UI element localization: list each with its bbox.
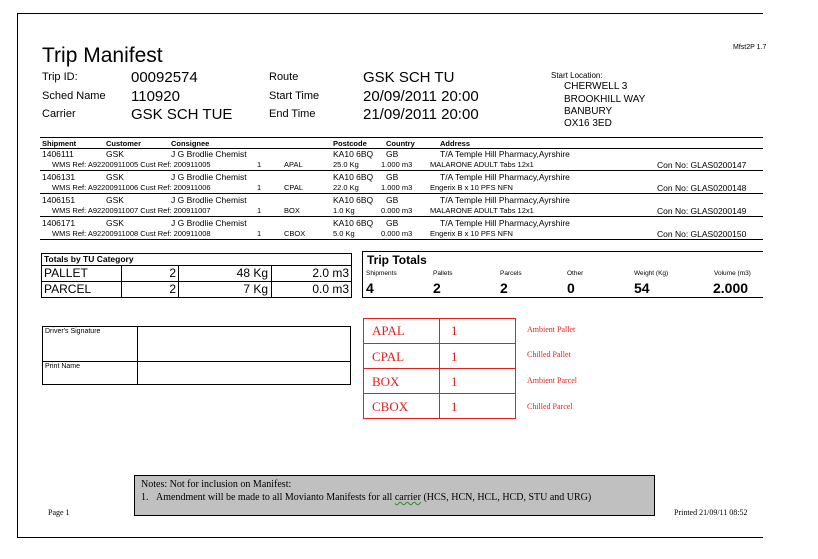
end-time-value: 21/09/2011 20:00 (363, 106, 479, 123)
row-volume: 1.000 m3 (381, 183, 413, 192)
row-postcode: KA10 6BQ (333, 172, 374, 182)
row-tu-category: BOX (284, 206, 300, 215)
row-wms-ref: WMS Ref: A92200911006 Cust Ref: 200911006 (52, 183, 211, 192)
start-location-label: Start Location: (551, 71, 603, 80)
notes-line-1: Notes: Not for inclusion on Manifest: (141, 479, 292, 490)
form-code: Mfst2P 1.7 (733, 44, 767, 51)
notes-text-b: (HCS, HCN, HCL, HCD, STU and URG) (420, 492, 592, 503)
row-quantity: 1 (257, 183, 262, 192)
legend-code: CBOX (372, 399, 409, 414)
page-number: Page 1 (48, 508, 70, 517)
trip-id-label: Trip ID: (42, 71, 78, 83)
legend-desc: Ambient Parcel (527, 376, 577, 385)
table-top-rule (40, 137, 763, 138)
tu-name: PALLET (44, 266, 88, 280)
row-tu-category: APAL (284, 160, 303, 169)
trip-totals-value: 0 (567, 280, 575, 296)
trip-totals-label: Parcels (500, 270, 522, 277)
start-location-line: OX16 3ED (564, 118, 612, 129)
row-tu-category: CBOX (284, 229, 306, 238)
print-name-label: Print Name (45, 363, 81, 370)
printed-timestamp: Printed 21/09/11 08:52 (674, 508, 748, 517)
carrier-label: Carrier (42, 108, 76, 120)
tu-count: 2 (169, 282, 176, 296)
row-consignee: J G Brodlie Chemist (171, 218, 247, 228)
start-time-label: Start Time (269, 90, 320, 102)
legend-desc: Chilled Pallet (527, 350, 571, 359)
trip-totals-label: Pallets (433, 270, 453, 277)
tu-weight: 48 Kg (236, 266, 268, 280)
sched-value: 110920 (131, 88, 180, 105)
start-location-line: CHERWELL 3 (564, 81, 628, 92)
row-country: GB (386, 149, 399, 159)
trip-totals-title: Trip Totals (367, 253, 427, 267)
trip-totals-value: 4 (366, 280, 374, 296)
row-postcode: KA10 6BQ (333, 195, 374, 205)
row-weight: 22.0 Kg (333, 183, 359, 192)
row-tu-category: CPAL (284, 183, 304, 192)
row-country: GB (386, 195, 399, 205)
table-header-rule (40, 148, 763, 149)
col-header-address: Address (440, 139, 471, 148)
row-volume: 0.000 m3 (381, 206, 413, 215)
col-header-shipment: Shipment (42, 139, 77, 148)
tu-volume: 2.0 m3 (312, 266, 349, 280)
row-volume: 1.000 m3 (381, 160, 413, 169)
row-address: T/A Temple Hill Pharmacy,Ayrshire (440, 218, 570, 228)
legend-rule (363, 393, 516, 394)
sched-label: Sched Name (42, 90, 106, 102)
row-weight: 1.0 Kg (333, 206, 355, 215)
legend-code: APAL (372, 323, 405, 338)
trip-totals-label: Weight (Kg) (634, 270, 669, 277)
tu-count: 2 (169, 266, 176, 280)
end-time-label: End Time (269, 108, 316, 120)
row-shipment-id: 1406131 (42, 172, 76, 182)
row-wms-ref: WMS Ref: A92200911007 Cust Ref: 200911007 (52, 206, 211, 215)
row-wms-ref: WMS Ref: A92200911005 Cust Ref: 200911005 (52, 160, 211, 169)
trip-totals-value: 2.000 (713, 280, 749, 296)
row-consignment-no: Con No: GLAS0200147 (657, 160, 747, 170)
row-consignment-no: Con No: GLAS0200150 (657, 229, 747, 239)
row-weight: 25.0 Kg (333, 160, 359, 169)
row-divider (40, 239, 763, 240)
row-shipment-id: 1406111 (42, 149, 74, 159)
row-postcode: KA10 6BQ (333, 218, 374, 228)
legend-rule (363, 368, 516, 369)
legend-qty: 1 (451, 374, 458, 389)
trip-totals-label: Other (567, 270, 584, 277)
col-header-customer: Customer (106, 139, 142, 148)
row-product: Engerix B x 10 PFS NFN (430, 229, 513, 238)
row-divider (40, 193, 763, 194)
row-shipment-id: 1406151 (42, 195, 76, 205)
row-shipment-id: 1406171 (42, 218, 76, 228)
trip-totals-label: Shipments (366, 270, 397, 277)
print-name-field[interactable] (138, 362, 350, 384)
trip-totals-value: 54 (634, 280, 650, 296)
trip-totals-label: Volume (m3) (714, 270, 751, 277)
start-location-line: BROOKHILL WAY (564, 94, 646, 105)
page-title: Trip Manifest (42, 44, 163, 67)
start-time-value: 20/09/2011 20:00 (363, 88, 479, 105)
legend-code: CPAL (372, 349, 405, 364)
row-quantity: 1 (257, 229, 262, 238)
trip-totals-value: 2 (500, 280, 508, 296)
route-label: Route (269, 71, 299, 83)
notes-carrier-word: carrier (394, 492, 421, 503)
row-product: MALARONE ADULT Tabs 12x1 (430, 206, 534, 215)
row-consignee: J G Brodlie Chemist (171, 172, 247, 182)
notes-text-a: Amendment will be made to all Movianto Manifests for all (156, 492, 395, 503)
notes-number: 1. (141, 492, 149, 503)
row-wms-ref: WMS Ref: A92200911008 Cust Ref: 200911008 (52, 229, 211, 238)
row-volume: 0.000 m3 (381, 229, 413, 238)
driver-signature-field[interactable] (138, 327, 350, 360)
row-consignment-no: Con No: GLAS0200148 (657, 183, 747, 193)
row-address: T/A Temple Hill Pharmacy,Ayrshire (440, 195, 570, 205)
col-header-consignee: Consignee (171, 139, 210, 148)
legend-qty: 1 (451, 323, 458, 338)
row-customer: GSK (106, 172, 124, 182)
driver-signature-label: Driver's Signature (45, 328, 101, 335)
row-product: Engerix B x 10 PFS NFN (430, 183, 513, 192)
carrier-value: GSK SCH TUE (131, 106, 233, 123)
legend-qty: 1 (451, 399, 458, 414)
row-consignee: J G Brodlie Chemist (171, 195, 247, 205)
row-quantity: 1 (257, 206, 262, 215)
col-header-country: Country (386, 139, 415, 148)
col-header-postcode: Postcode (333, 139, 367, 148)
tu-totals-title: Totals by TU Category (44, 254, 134, 264)
row-postcode: KA10 6BQ (333, 149, 374, 159)
legend-desc: Ambient Pallet (527, 325, 576, 334)
row-customer: GSK (106, 195, 124, 205)
row-weight: 5.0 Kg (333, 229, 355, 238)
legend-qty: 1 (451, 349, 458, 364)
row-address: T/A Temple Hill Pharmacy,Ayrshire (440, 149, 570, 159)
row-product: MALARONE ADULT Tabs 12x1 (430, 160, 534, 169)
trip-totals-value: 2 (433, 280, 441, 296)
notes-line-2 (141, 492, 591, 503)
start-location-line: BANBURY (564, 106, 613, 117)
row-country: GB (386, 172, 399, 182)
row-consignee: J G Brodlie Chemist (171, 149, 247, 159)
row-customer: GSK (106, 149, 124, 159)
row-country: GB (386, 218, 399, 228)
row-quantity: 1 (257, 160, 262, 169)
tu-weight: 7 Kg (243, 282, 268, 296)
legend-rule (363, 343, 516, 344)
legend-desc: Chilled Parcel (527, 402, 573, 411)
tu-volume: 0.0 m3 (312, 282, 349, 296)
row-divider (40, 170, 763, 171)
trip-id-value: 00092574 (131, 69, 198, 86)
row-address: T/A Temple Hill Pharmacy,Ayrshire (440, 172, 570, 182)
route-value: GSK SCH TU (363, 69, 455, 86)
row-divider (40, 216, 763, 217)
tu-name: PARCEL (44, 282, 92, 296)
row-customer: GSK (106, 218, 124, 228)
row-consignment-no: Con No: GLAS0200149 (657, 206, 747, 216)
legend-code: BOX (372, 374, 400, 389)
